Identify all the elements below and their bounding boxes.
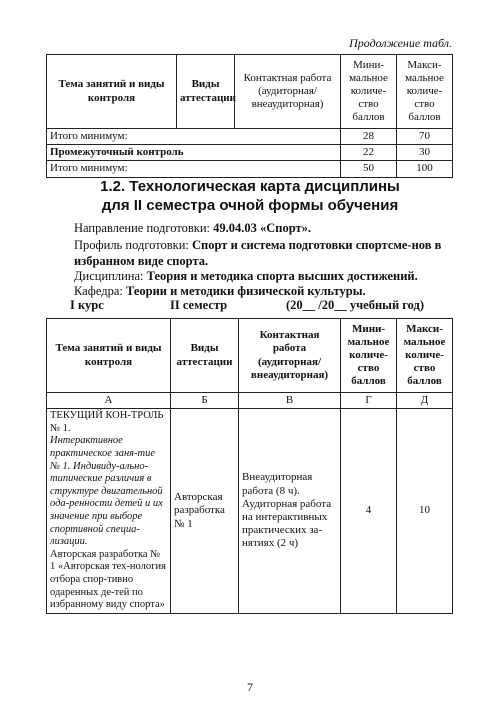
row-label: Промежуточный контроль (47, 145, 341, 161)
top-table-header (47, 55, 453, 129)
course: I курс (70, 298, 104, 312)
letter-a: А (47, 393, 171, 409)
header-topic: Тема занятий и виды контроля (47, 319, 171, 393)
continuation-note: Продолжение табл. (349, 36, 452, 50)
profile-value: Спорт и система подготовки спортсме-нов в избранном виде спорта. (74, 238, 442, 269)
table-row (47, 409, 453, 614)
author-development: Авторская разработка № 1 «Авторская тех-нология отбора спор-тивно одаренных де-тей по избранному виду спорта» (50, 548, 166, 611)
table-row (47, 129, 453, 145)
header-max-score: Макси-мальное количе-ство баллов (397, 319, 453, 393)
header-attestation: Виды аттестации (171, 319, 239, 393)
department-line (52, 283, 452, 299)
section-title-line1: 1.2. Технологическая карта дисциплины (100, 178, 400, 195)
section-title-line2: для II семестра очной формы обучения (101, 196, 399, 214)
discipline-value: Теория и методика спорта высших достижений. (146, 269, 418, 283)
topic-cell (47, 409, 171, 614)
direction-label: Направление подготовки: (74, 221, 214, 235)
practical-lesson: Интерактивное практическое заня-тие № 1. Индивиду-ально-типические различия в структуре двигательной ода-ренности детей и их значение при выборе спортивной специа-лизации. (50, 435, 163, 548)
department-value: Теории и методики физической культуры. (125, 284, 366, 298)
profile-line (52, 237, 452, 270)
attestation-cell: Авторская разработка № 1 (171, 409, 239, 614)
header-topic: Тема занятий и виды контроля (47, 55, 177, 129)
min-score: 28 (341, 129, 397, 145)
min-score: 22 (341, 145, 397, 161)
header-min-score: Мини-мальное количе-ство баллов (341, 319, 397, 393)
letter-e: Д (397, 393, 453, 409)
letter-b: Б (171, 393, 239, 409)
max-score: 70 (397, 129, 453, 145)
header-contact-work: Контактная работа (аудиторная/ внеаудиторная) (239, 319, 341, 393)
discipline-line (52, 268, 452, 284)
header-min-score: Мини-мальное количе-ство баллов (341, 55, 397, 129)
header-attestation: Виды аттестации (177, 55, 235, 129)
main-table-header (47, 319, 453, 393)
table-row (47, 145, 453, 161)
row-label: Итого минимум: (47, 161, 341, 177)
top-table (46, 54, 453, 178)
semester: II семестр (170, 298, 228, 312)
header-contact-work: Контактная работа (аудиторная/ внеаудиторная) (235, 55, 341, 129)
direction-value: 49.04.03 «Спорт». (213, 221, 312, 235)
profile-label: Профиль подготовки: (74, 238, 193, 252)
department-label: Кафедра: (74, 284, 126, 298)
column-letters-row (47, 393, 453, 409)
header-max-score: Макси-мальное количе-ство баллов (397, 55, 453, 129)
direction-line (52, 220, 452, 236)
table-row (47, 161, 453, 177)
section-title (0, 178, 500, 216)
min-score: 50 (341, 161, 397, 177)
letter-d: Г (341, 393, 397, 409)
main-table (46, 318, 453, 614)
academic-year: (20__ /20__ учебный год) (286, 298, 425, 312)
max-score: 30 (397, 145, 453, 161)
contact-work-cell: Внеаудиторная работа (8 ч). Аудиторная работа на интерактивных практических за-нятиях (2 ч) (239, 409, 341, 614)
row-label: Итого минимум: (47, 129, 341, 145)
max-score: 100 (397, 161, 453, 177)
discipline-label: Дисциплина: (74, 269, 147, 283)
min-score: 4 (341, 409, 397, 614)
control-title: ТЕКУЩИЙ КОН-ТРОЛЬ № 1. (50, 410, 164, 434)
page-number: 7 (247, 680, 253, 694)
max-score: 10 (397, 409, 453, 614)
letter-c: В (239, 393, 341, 409)
